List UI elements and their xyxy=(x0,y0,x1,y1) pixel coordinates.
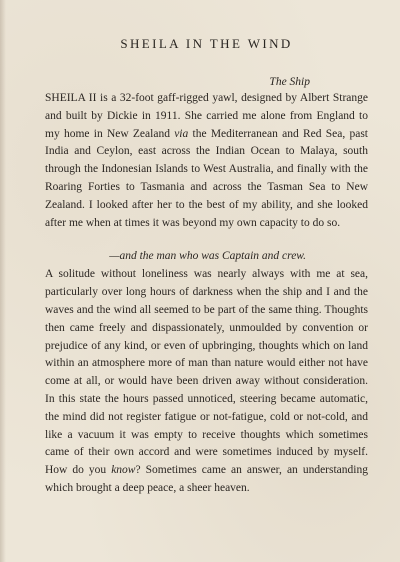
paragraph-ship-text-a: SHEILA II is a 32-foot gaff-rigged yawl, designed by Albert Strange and built by Dickie in 1911. She carried me alone from England to my home in New Zealand xyxy=(45,92,368,140)
paragraph-solitude-text-a: A solitude without loneliness was nearly always with me at sea, particularly over long hours of darkness when the ship and I and the waves and the wind all seemed to be part of the same thing. Thoughts then came freely and dispassionately, unmoulded by convention or prejudice of any kind, or even of upbringing, thoughts which on land within an atmosphere more of man than nature would either not have come at all, or would have been driven away without consideration. In this state the hours passed unnoticed, steering became automatic, the mind did not register fatigue or not-fatigue, cold or not-cold, and like a vacuum it was empty to receive thoughts which sometimes came of their own accord and were sometimes induced by myself. How do you xyxy=(45,268,368,477)
paragraph-solitude xyxy=(45,266,368,497)
paragraph-ship-via: via xyxy=(174,127,189,140)
running-head: SHEILA IN THE WIND xyxy=(120,36,293,51)
paragraph-ship-text-b: the Mediterranean and Red Sea, past India and Ceylon, east across the Indian Ocean to Malaya, south through the Indonesian Islands to West Australia, and finally with the Roaring Forties to Tasmania and across the Tasman Sea to New Zealand. I looked after her to the best of my ability, and she looked after me when at times it was beyond my own capacity to do so. xyxy=(45,127,369,229)
section-heading-captain: —and the man who was Captain and crew. xyxy=(109,250,306,263)
paragraph-solitude-text-b: ? Sometimes came an answer, an understanding which brought a deep peace, a sheer heaven. xyxy=(45,464,368,494)
paragraph-ship xyxy=(45,90,368,232)
paragraph-solitude-know: know xyxy=(111,464,136,477)
section-heading-ship: The Ship xyxy=(269,76,310,88)
